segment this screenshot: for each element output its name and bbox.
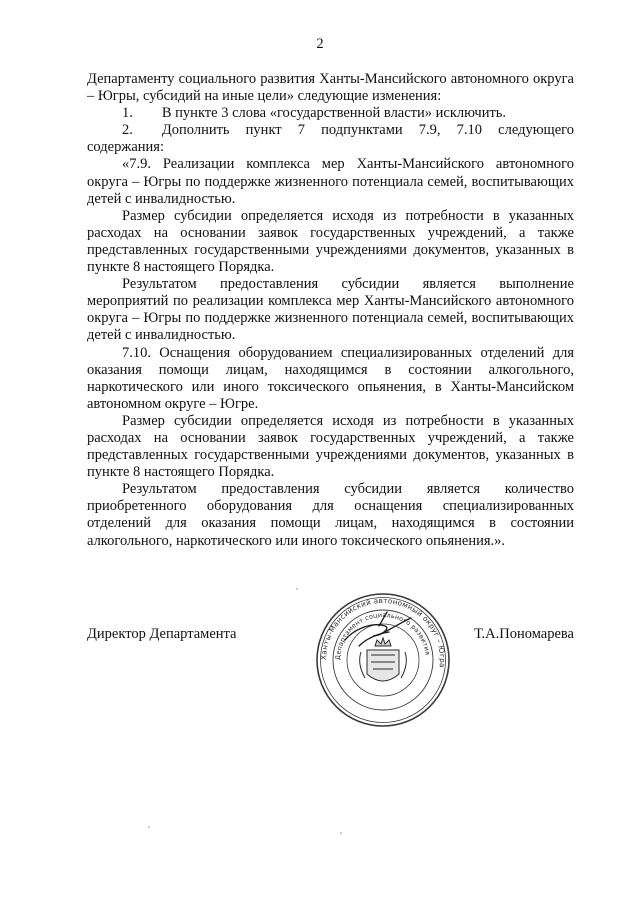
document-body bbox=[87, 71, 574, 550]
seal-outer-textpath: Ханты-Мансийский автономный округ – Югра bbox=[318, 595, 448, 669]
paragraph-item-1: 1. В пункте 3 слова «государственной власти» исключить. bbox=[122, 105, 507, 122]
paragraph-7-9-amount: Размер субсидии определяется исходя из потребности в указанных расходах на основании заявок государственных учреждений, а также представленных государственными учреждениями документов, указанных в пункте 8 настоящего Порядка. bbox=[87, 207, 574, 276]
paragraph-intro: Департаменту социального развития Ханты-Мансийского автономного округа – Югры, субсидий на иные цели» следующие изменения: bbox=[87, 71, 574, 105]
paragraph-7-9-result: Результатом предоставления субсидии является выполнение мероприятий по реализации комплекса мер Ханты-Мансийского автономного округа – Югры по поддержке жизненного потенциала семей, воспитывающих детей с инвалидностью. bbox=[87, 276, 574, 344]
page-number: 2 bbox=[316, 36, 324, 52]
signatory-name: Т.А.Пономарева bbox=[474, 626, 574, 642]
paragraph-7-10-result: Результатом предоставления субсидии является количество приобретенного оборудования для оснащения специализированных отделений для оказания помощи лицам, находящимся в состоянии алкогольного, наркотического или иного токсического опьянения.». bbox=[87, 481, 574, 549]
paragraph-7-10: 7.10. Оснащения оборудованием специализированных отделений для оказания помощи лицам, находящимся в состоянии алкогольного, наркотического или иного токсического опьянения, в Ханты-Мансийском автономном округе – Югре. bbox=[87, 344, 574, 412]
scan-speck bbox=[296, 588, 298, 590]
scan-speck bbox=[148, 826, 150, 828]
signatory-title: Директор Департамента bbox=[87, 626, 237, 642]
paragraph-item-2: 2. Дополнить пункт 7 подпунктами 7.9, 7.10 следующего содержания: bbox=[87, 122, 574, 156]
paragraph-7-10-amount: Размер субсидии определяется исходя из потребности в указанных расходах на основании заявок государственных учреждений, а также представленных государственными учреждениями документов, указанных в пункте 8 настоящего Порядка. bbox=[87, 412, 574, 481]
scan-speck bbox=[340, 832, 342, 834]
paragraph-7-9: «7.9. Реализации комплекса мер Ханты-Мансийского автономного округа – Югры по поддержке жизненного потенциала семей, воспитывающих детей с инвалидностью. bbox=[87, 156, 574, 207]
coat-of-arms-emblem bbox=[360, 638, 407, 681]
official-seal bbox=[315, 592, 451, 728]
seal-inner-textpath: Департамент социального развития bbox=[333, 610, 432, 661]
